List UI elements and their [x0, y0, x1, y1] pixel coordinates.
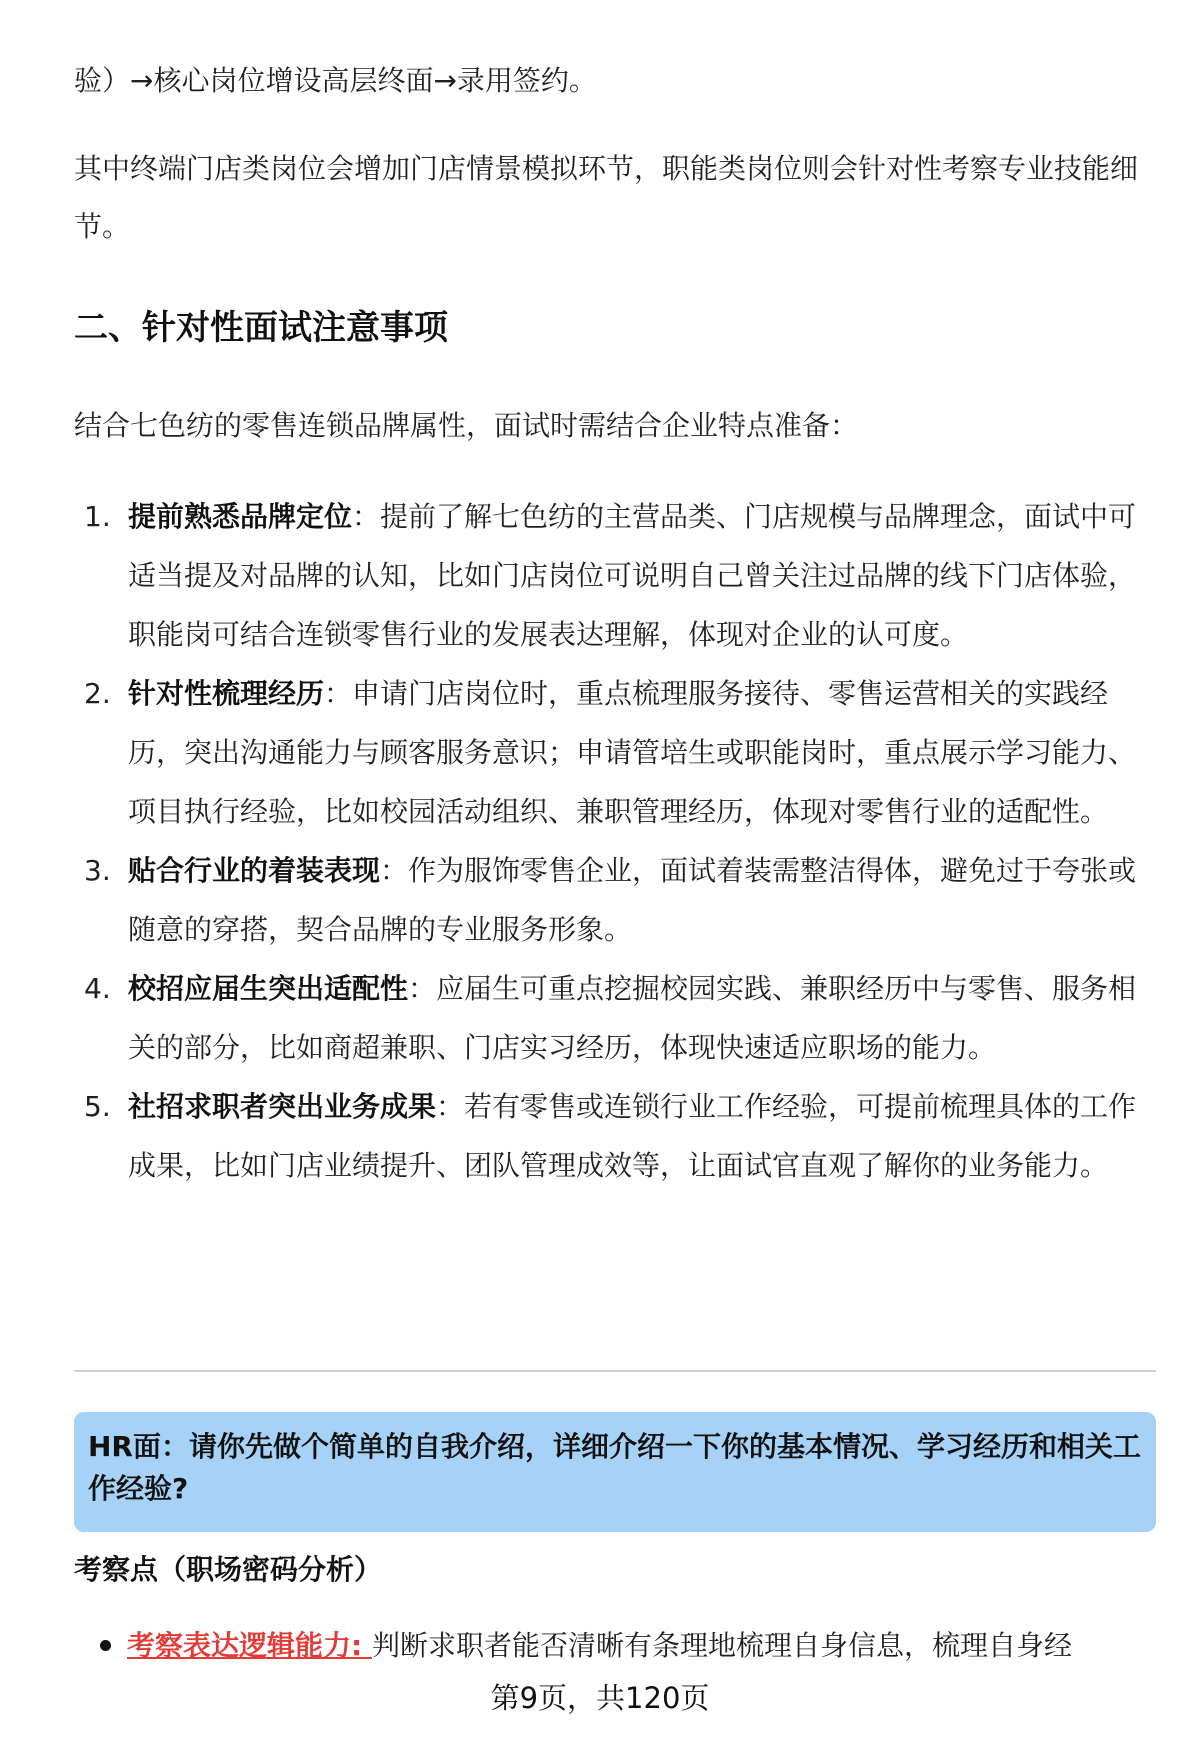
- item-text: ：提前了解七色纺的主营品类、门店规模与品牌理念，面试中可适当提及对品牌的认知，比如门店岗位可说明自己曾关注过品牌的线下门店体验，职能岗可结合连锁零售行业的发展表达理解，体现对企业的认可度。: [128, 500, 1137, 651]
- tips-list: [74, 487, 1154, 1195]
- list-item: [74, 664, 1154, 841]
- analysis-bullet: [100, 1624, 1160, 1668]
- item-number: 5.: [84, 1090, 111, 1123]
- item-number: 4.: [84, 972, 111, 1005]
- list-item: [74, 487, 1154, 664]
- item-number: 3.: [84, 854, 111, 887]
- bullet-text: 判断求职者能否清晰有条理地梳理自身信息，梳理自身经: [371, 1629, 1072, 1662]
- item-number: 2.: [84, 677, 111, 710]
- item-number: 1.: [84, 500, 111, 533]
- item-text: ：应届生可重点挖掘校园实践、兼职经历中与零售、服务相关的部分，比如商超兼职、门店实习经历，体现快速适应职场的能力。: [128, 972, 1137, 1064]
- item-text: ：若有零售或连锁行业工作经验，可提前梳理具体的工作成果，比如门店业绩提升、团队管理成效等，让面试官直观了解你的业务能力。: [128, 1090, 1137, 1182]
- item-title: 贴合行业的着装表现: [128, 854, 381, 887]
- item-title: 校招应届生突出适配性: [128, 972, 409, 1005]
- intro-paragraph: 结合七色纺的零售连锁品牌属性，面试时需结合企业特点准备：: [74, 409, 859, 442]
- list-item: [74, 841, 1154, 959]
- item-title: 针对性梳理经历: [128, 677, 325, 710]
- page-footer: 第9页，共120页: [490, 1681, 710, 1715]
- bullet-dot-icon: [100, 1640, 111, 1651]
- list-item: [74, 1077, 1154, 1195]
- analysis-heading: 考察点（职场密码分析）: [74, 1553, 383, 1586]
- hr-question-box: HR面：请你先做个简单的自我介绍，详细介绍一下你的基本情况、学习经历和相关工作经验?: [74, 1412, 1156, 1532]
- item-text: ：作为服饰零售企业，面试着装需整洁得体，避免过于夸张或随意的穿搭，契合品牌的专业服务形象。: [128, 854, 1137, 946]
- paragraph: 验）→核心岗位增设高层终面→录用签约。: [74, 64, 597, 97]
- item-title: 提前熟悉品牌定位: [128, 500, 353, 533]
- item-text: ：申请门店岗位时，重点梳理服务接待、零售运营相关的实践经历，突出沟通能力与顾客服务意识；申请管培生或职能岗时，重点展示学习能力、项目执行经验，比如校园活动组织、兼职管理经历，体现对零售行业的适配性。: [128, 677, 1137, 828]
- item-title: 社招求职者突出业务成果: [128, 1090, 437, 1123]
- section-title: 二、针对性面试注意事项: [74, 308, 448, 348]
- paragraph: 其中终端门店类岗位会增加门店情景模拟环节，职能类岗位则会针对性考察专业技能细节。: [74, 152, 1139, 243]
- bullet-label: 考察表达逻辑能力:: [127, 1629, 372, 1662]
- divider: [74, 1370, 1156, 1372]
- list-item: [74, 959, 1154, 1077]
